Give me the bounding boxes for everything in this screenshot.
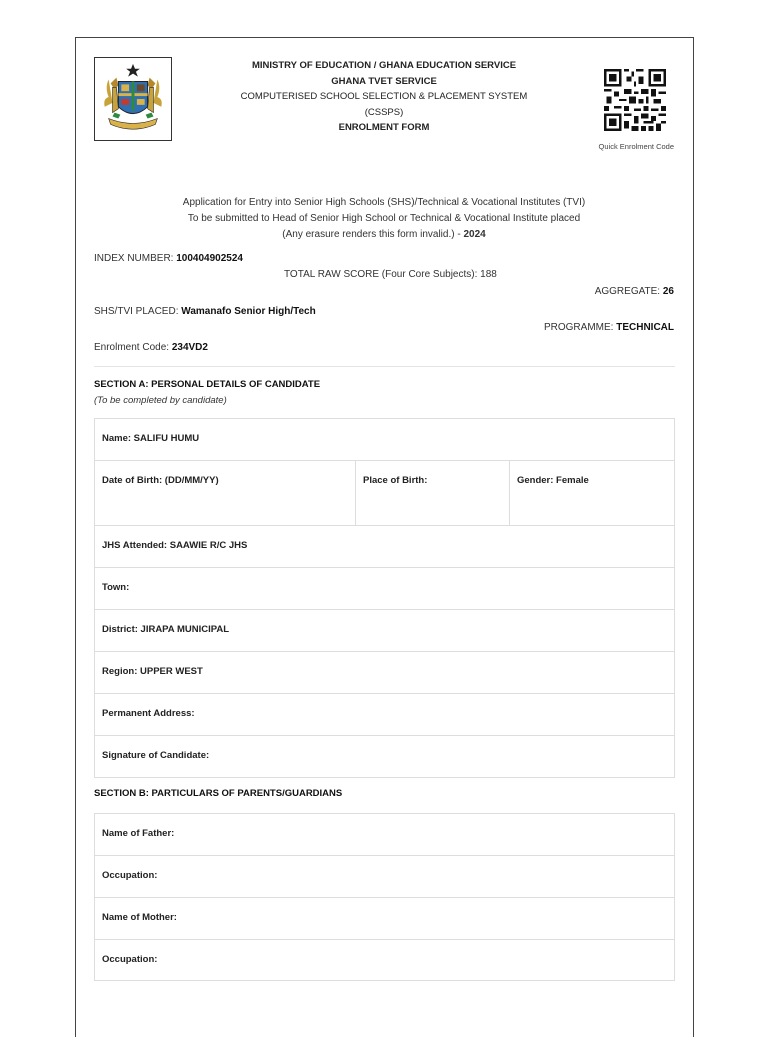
town-field[interactable]: Town: xyxy=(102,582,130,593)
district-field[interactable]: District: JIRAPA MUNICIPAL xyxy=(102,624,230,635)
mother-row xyxy=(95,898,674,940)
father-name-field[interactable]: Name of Father: xyxy=(102,828,175,839)
enrolment-code: Enrolment Code: 234VD2 xyxy=(94,342,208,353)
candidate-name-field[interactable]: Name: SALIFU HUMU xyxy=(102,433,200,444)
jhs-attended-field[interactable]: JHS Attended: SAAWIE R/C JHS xyxy=(102,540,248,551)
aggregate-value: 26 xyxy=(662,286,674,297)
mother-name-field[interactable]: Name of Mother: xyxy=(102,912,177,923)
signature-row xyxy=(95,736,674,777)
name-row xyxy=(95,419,674,461)
jhs-row xyxy=(95,526,674,568)
form-title: ENROLMENT FORM xyxy=(338,122,430,133)
divider xyxy=(94,366,675,367)
index-number-value: 100404902524 xyxy=(176,253,243,264)
district-row xyxy=(95,610,674,652)
address-row xyxy=(95,694,674,736)
service-title: GHANA TVET SERVICE xyxy=(331,75,437,87)
cell-divider xyxy=(509,461,510,525)
raw-score: TOTAL RAW SCORE (Four Core Subjects): 188 xyxy=(284,269,497,280)
intro-line-1: Application for Entry into Senior High Schools (SHS)/Technical & Vocational Institutes (TVI) xyxy=(182,197,586,208)
index-number: INDEX NUMBER: 100404902524 xyxy=(94,253,243,264)
region-field[interactable]: Region: UPPER WEST xyxy=(102,666,203,677)
father-occupation-field[interactable]: Occupation: xyxy=(102,870,158,881)
enrolment-code-value: 234VD2 xyxy=(171,342,208,353)
personal-details-table xyxy=(94,418,675,778)
programme-value: TECHNICAL xyxy=(616,322,674,333)
programme: PROGRAMME: TECHNICAL xyxy=(543,322,674,333)
school-placed-value: Wamanafo Senior High/Tech xyxy=(181,306,316,317)
place-of-birth-field[interactable]: Place of Birth: xyxy=(363,475,428,486)
father-row xyxy=(95,814,674,856)
qr-code-icon xyxy=(604,69,666,131)
date-of-birth-field[interactable]: Date of Birth: (DD/MM/YY) xyxy=(102,475,219,486)
school-placed: SHS/TVI PLACED: Wamanafo Senior High/Tech xyxy=(94,306,316,317)
intro-text xyxy=(120,195,648,243)
candidate-signature-field[interactable]: Signature of Candidate: xyxy=(102,750,210,761)
mother-occupation-field[interactable]: Occupation: xyxy=(102,954,158,965)
cell-divider xyxy=(355,461,356,525)
father-occupation-row xyxy=(95,856,674,898)
town-row xyxy=(95,568,674,610)
ghana-coat-of-arms-logo xyxy=(94,57,172,141)
qr-code-label: Quick Enrolment Code xyxy=(598,142,674,151)
section-a-title: SECTION A: PERSONAL DETAILS OF CANDIDATE xyxy=(94,379,321,390)
birth-row xyxy=(95,461,674,526)
intro-year: 2024 xyxy=(463,229,486,240)
system-title: COMPUTERISED SCHOOL SELECTION & PLACEMENT SYSTEM xyxy=(240,91,528,102)
region-row xyxy=(95,652,674,694)
mother-occupation-row xyxy=(95,940,674,981)
gender-field[interactable]: Gender: Female xyxy=(517,475,589,486)
section-a-subtitle: (To be completed by candidate) xyxy=(94,395,227,406)
aggregate: AGGREGATE: 26 xyxy=(594,286,674,297)
parents-table xyxy=(94,813,675,981)
system-acronym: (CSSPS) xyxy=(364,106,404,118)
ministry-title: MINISTRY OF EDUCATION / GHANA EDUCATION SERVICE xyxy=(251,60,517,71)
intro-line-3: (Any erasure renders this form invalid.) - 2024 xyxy=(282,229,486,240)
intro-line-2: To be submitted to Head of Senior High School or Technical & Vocational Institute placed xyxy=(187,213,581,224)
section-b-title: SECTION B: PARTICULARS OF PARENTS/GUARDIANS xyxy=(94,788,343,799)
permanent-address-field[interactable]: Permanent Address: xyxy=(102,708,195,719)
form-header xyxy=(200,58,568,136)
